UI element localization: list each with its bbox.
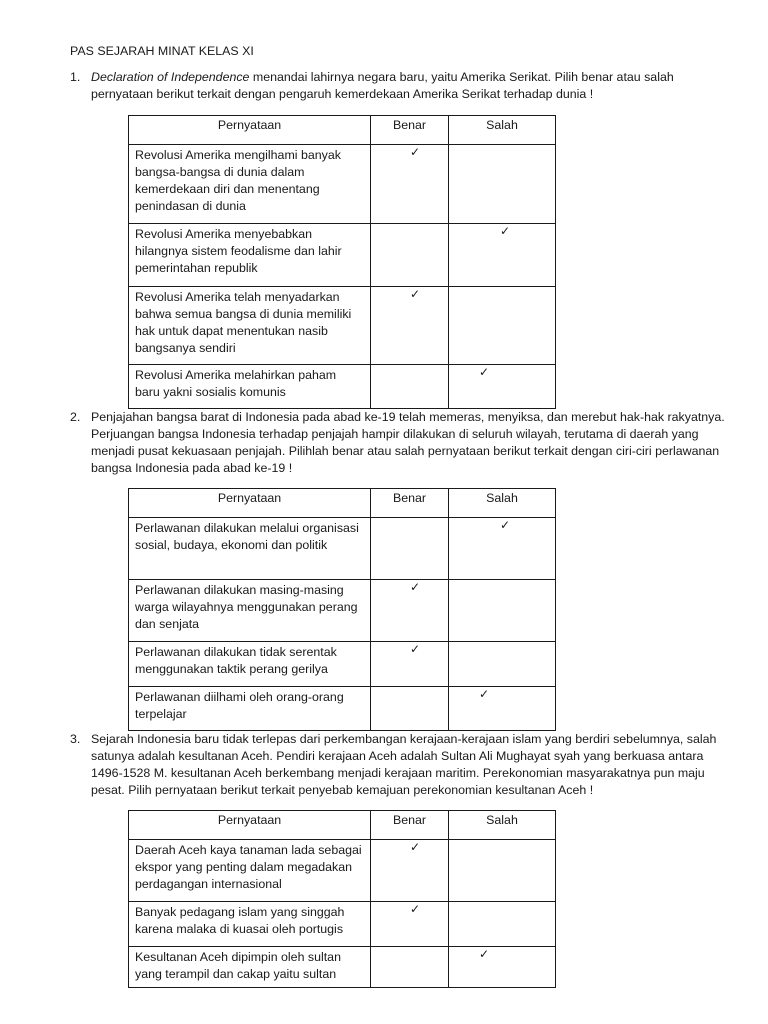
check-icon: ✓ bbox=[479, 947, 490, 961]
benar-cell[interactable] bbox=[371, 687, 449, 731]
salah-cell[interactable] bbox=[449, 947, 556, 988]
table-header-row bbox=[129, 811, 556, 840]
table-row bbox=[129, 580, 556, 642]
answer-table-1 bbox=[128, 115, 556, 409]
table-row bbox=[129, 642, 556, 687]
table-row bbox=[129, 287, 556, 365]
question-2 bbox=[70, 409, 730, 477]
column-header-salah: Salah bbox=[449, 489, 556, 518]
benar-cell[interactable] bbox=[371, 145, 449, 224]
table-row bbox=[129, 224, 556, 287]
statement-cell: Perlawanan dilakukan masing-masing warga wilayahnya menggunakan perang dan senjata bbox=[129, 580, 371, 642]
statement-cell: Revolusi Amerika menyebabkan hilangnya sistem feodalisme dan lahir pemerintahan republik bbox=[129, 224, 371, 287]
table-row bbox=[129, 947, 556, 988]
question-number: 1. bbox=[70, 70, 81, 84]
salah-cell[interactable] bbox=[449, 365, 556, 409]
salah-cell[interactable] bbox=[449, 287, 556, 365]
check-icon: ✓ bbox=[500, 518, 511, 532]
column-header-statement: Pernyataan bbox=[129, 116, 371, 145]
column-header-benar: Benar bbox=[371, 489, 449, 518]
benar-cell[interactable] bbox=[371, 642, 449, 687]
statement-cell: Perlawanan dilakukan melalui organisasi sosial, budaya, ekonomi dan politik bbox=[129, 518, 371, 580]
benar-cell[interactable] bbox=[371, 287, 449, 365]
benar-cell[interactable] bbox=[371, 947, 449, 988]
statement-cell: Revolusi Amerika telah menyadarkan bahwa semua bangsa di dunia memiliki hak untuk dapat menentukan nasib bangsanya sendiri bbox=[129, 287, 371, 365]
benar-cell[interactable] bbox=[371, 902, 449, 947]
table-row bbox=[129, 902, 556, 947]
question-number: 3. bbox=[70, 732, 81, 746]
column-header-benar: Benar bbox=[371, 811, 449, 840]
check-icon: ✓ bbox=[500, 224, 511, 238]
salah-cell[interactable] bbox=[449, 840, 556, 902]
column-header-statement: Pernyataan bbox=[129, 811, 371, 840]
benar-cell[interactable] bbox=[371, 518, 449, 580]
salah-cell[interactable] bbox=[449, 687, 556, 731]
benar-cell[interactable] bbox=[371, 224, 449, 287]
table-row bbox=[129, 145, 556, 224]
statement-cell: Revolusi Amerika melahirkan paham baru yakni sosialis komunis bbox=[129, 365, 371, 409]
document-title: PAS SEJARAH MINAT KELAS XI bbox=[70, 44, 254, 58]
table-row bbox=[129, 840, 556, 902]
question-intro-emphasis: Declaration of Independence bbox=[91, 70, 250, 84]
question-3 bbox=[70, 731, 730, 799]
statement-cell: Perlawanan dilakukan tidak serentak menggunakan taktik perang gerilya bbox=[129, 642, 371, 687]
salah-cell[interactable] bbox=[449, 224, 556, 287]
question-intro: Penjajahan bangsa barat di Indonesia pada abad ke-19 telah memeras, menyiksa, dan merebut hak-hak rakyatnya. Perjuangan bangsa Indonesia terhadap penjajah hampir dilakukan di seluruh wilayah, terutama di daerah yang menjadi pusat kekuasaan penjajah. Pilihlah benar atau salah pernyataan berikut terkait dengan ciri-ciri perlawanan bangsa Indonesia pada abad ke-19 ! bbox=[91, 410, 725, 475]
salah-cell[interactable] bbox=[449, 518, 556, 580]
column-header-salah: Salah bbox=[449, 811, 556, 840]
question-intro-text: menandai lahirnya negara baru, yaitu Amerika Serikat. Pilih benar atau salah pernyataan berikut terkait dengan pengaruh kemerdekaan Amerika Serikat terhadap dunia ! bbox=[91, 70, 674, 101]
column-header-benar: Benar bbox=[371, 116, 449, 145]
statement-cell: Kesultanan Aceh dipimpin oleh sultan yang terampil dan cakap yaitu sultan bbox=[129, 947, 371, 988]
benar-cell[interactable] bbox=[371, 840, 449, 902]
table-row bbox=[129, 518, 556, 580]
check-icon: ✓ bbox=[410, 287, 421, 301]
column-header-salah: Salah bbox=[449, 116, 556, 145]
check-icon: ✓ bbox=[410, 145, 421, 159]
statement-cell: Daerah Aceh kaya tanaman lada sebagai ekspor yang penting dalam megadakan perdagangan internasional bbox=[129, 840, 371, 902]
benar-cell[interactable] bbox=[371, 580, 449, 642]
column-header-statement: Pernyataan bbox=[129, 489, 371, 518]
table-row bbox=[129, 687, 556, 731]
question-1 bbox=[70, 69, 730, 103]
check-icon: ✓ bbox=[410, 642, 421, 656]
question-number: 2. bbox=[70, 410, 81, 424]
statement-cell: Perlawanan diilhami oleh orang-orang terpelajar bbox=[129, 687, 371, 731]
benar-cell[interactable] bbox=[371, 365, 449, 409]
check-icon: ✓ bbox=[410, 902, 421, 916]
statement-cell: Revolusi Amerika mengilhami banyak bangsa-bangsa di dunia dalam kemerdekaan diri dan menentang penindasan di dunia bbox=[129, 145, 371, 224]
salah-cell[interactable] bbox=[449, 902, 556, 947]
check-icon: ✓ bbox=[410, 580, 421, 594]
salah-cell[interactable] bbox=[449, 580, 556, 642]
statement-cell: Banyak pedagang islam yang singgah karena malaka di kuasai oleh portugis bbox=[129, 902, 371, 947]
table-header-row bbox=[129, 116, 556, 145]
table-row bbox=[129, 365, 556, 409]
answer-table-2 bbox=[128, 488, 556, 731]
salah-cell[interactable] bbox=[449, 145, 556, 224]
table-header-row bbox=[129, 489, 556, 518]
salah-cell[interactable] bbox=[449, 642, 556, 687]
question-intro: Sejarah Indonesia baru tidak terlepas dari perkembangan kerajaan-kerajaan islam yang berdiri sebelumnya, salah satunya adalah kesultanan Aceh. Pendiri kerajaan Aceh adalah Sultan Ali Mughayat syah yang berkuasa antara 1496-1528 M. kesultanan Aceh berkembang menjadi kerajaan maritim. Perekonomian masyarakatnya pun maju pesat. Pilih pernyataan berikut terkait penyebab kemajuan perekonomian kesultanan Aceh ! bbox=[91, 732, 717, 797]
check-icon: ✓ bbox=[479, 365, 490, 379]
answer-table-3 bbox=[128, 810, 556, 988]
question-intro bbox=[91, 69, 730, 103]
check-icon: ✓ bbox=[410, 840, 421, 854]
check-icon: ✓ bbox=[479, 687, 490, 701]
